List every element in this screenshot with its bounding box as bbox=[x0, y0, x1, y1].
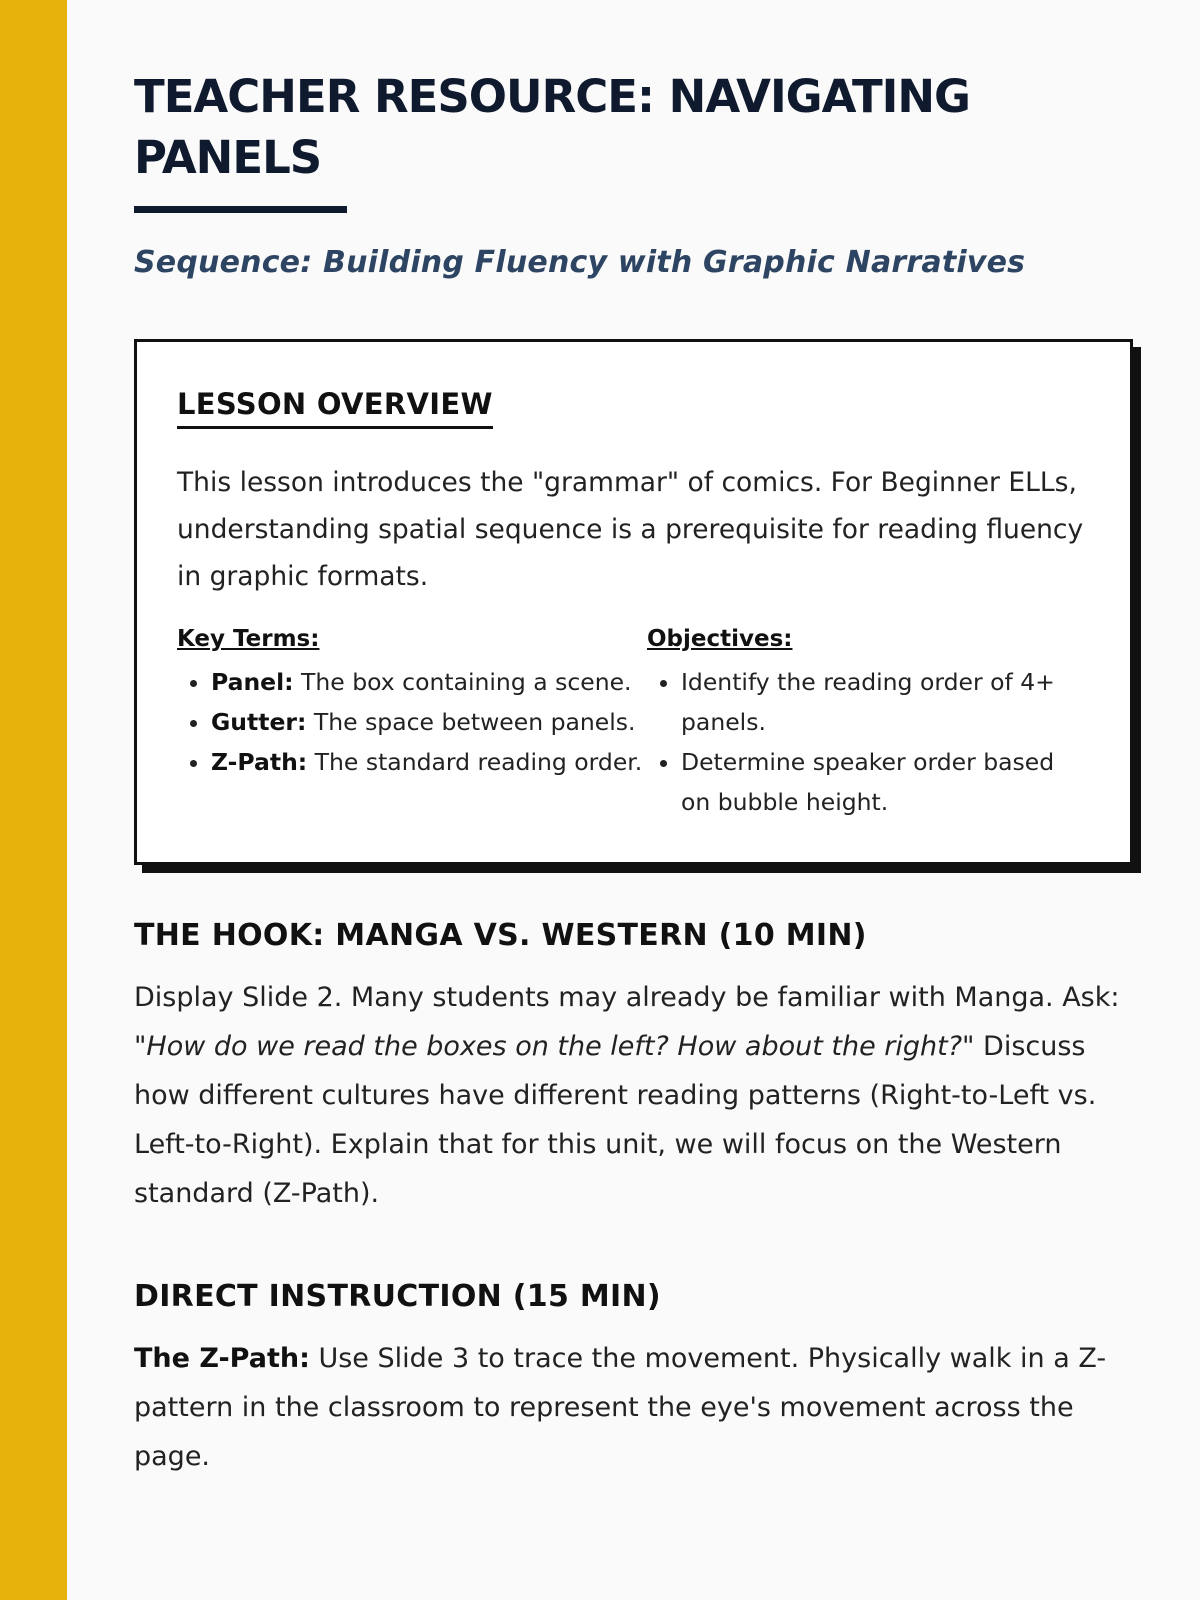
key-term-item bbox=[211, 742, 647, 782]
objectives-column bbox=[647, 624, 1087, 822]
key-term-item bbox=[211, 702, 647, 742]
key-terms-column bbox=[177, 624, 647, 822]
key-term-label: Gutter: bbox=[211, 708, 307, 736]
key-terms-heading: Key Terms: bbox=[177, 626, 320, 652]
side-accent-stripe bbox=[0, 0, 67, 1600]
z-path-lead: The Z-Path: bbox=[134, 1343, 310, 1374]
document-content bbox=[134, 66, 1134, 1481]
objectives-list bbox=[647, 662, 1087, 822]
lesson-overview-box bbox=[134, 339, 1133, 865]
key-term-label: Panel: bbox=[211, 668, 294, 696]
objectives-heading: Objectives: bbox=[647, 626, 793, 652]
z-path-text: Use Slide 3 to trace the movement. Physically walk in a Z-pattern in the classroom to represent the eye's movement across the page. bbox=[134, 1343, 1107, 1472]
hook-question: "How do we read the boxes on the left? How about the right?" bbox=[134, 1031, 975, 1062]
key-term-definition: The box containing a scene. bbox=[293, 668, 632, 696]
z-path-paragraph bbox=[134, 1334, 1134, 1481]
key-term-item bbox=[211, 662, 647, 702]
hook-text-before: Display Slide 2. Many students may already be familiar with Manga. Ask: bbox=[134, 982, 1120, 1013]
key-term-definition: The space between panels. bbox=[306, 708, 636, 736]
overview-columns bbox=[177, 624, 1090, 822]
instruction-heading: DIRECT INSTRUCTION (15 MIN) bbox=[134, 1279, 661, 1314]
key-terms-list bbox=[177, 662, 647, 782]
objective-item: • Determine speaker order based on bubble height. bbox=[681, 742, 1087, 822]
overview-intro: This lesson introduces the "grammar" of comics. For Beginner ELLs, understanding spatial sequence is a prerequisite for reading fluency in graphic formats. bbox=[177, 467, 1084, 592]
hook-heading: THE HOOK: MANGA VS. WESTERN (10 MIN) bbox=[134, 918, 867, 953]
overview-heading: LESSON OVERVIEW bbox=[177, 386, 493, 429]
page-subtitle: Sequence: Building Fluency with Graphic Narratives bbox=[134, 245, 1026, 280]
key-term-definition: The standard reading order. bbox=[307, 748, 643, 776]
key-term-label: Z-Path: bbox=[211, 748, 308, 776]
hook-text bbox=[134, 973, 1134, 1218]
objective-item: • Identify the reading order of 4+ panels. bbox=[681, 662, 1087, 742]
title-underline bbox=[134, 206, 347, 213]
page-title: TEACHER RESOURCE: NAVIGATING PANELS bbox=[134, 70, 970, 184]
hook-text-after: Discuss how different cultures have different reading patterns (Right-to-Left vs. Left-to-Right). Explain that for this unit, we will focus on the Western standard (Z-Path). bbox=[134, 1031, 1097, 1209]
